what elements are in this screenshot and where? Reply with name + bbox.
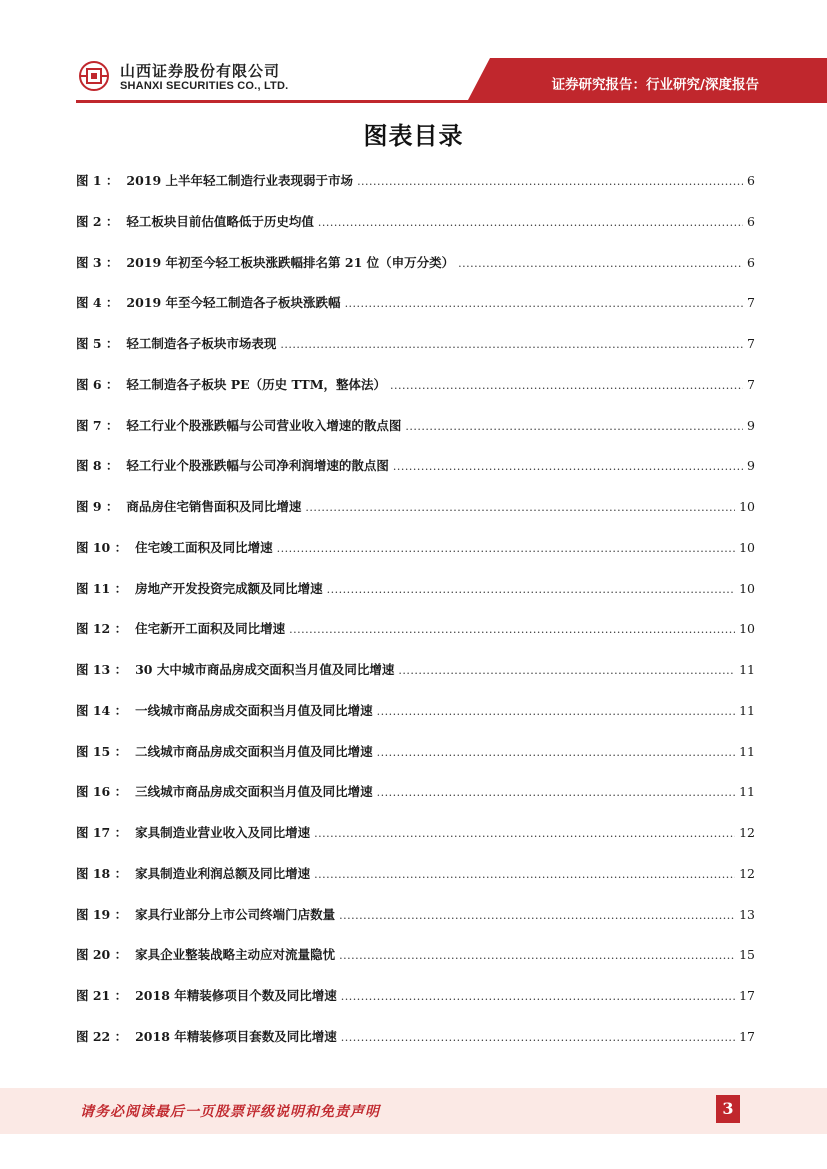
toc-figure-caption: 2019 上半年轻工制造行业表现弱于市场	[126, 173, 354, 188]
toc-entry[interactable]	[76, 619, 755, 660]
toc-figure-caption: 轻工行业个股涨跌幅与公司净利润增速的散点图	[126, 458, 389, 474]
toc-figure-caption: 二线城市商品房成交面积当月值及同比增速	[135, 743, 373, 759]
toc-dot-leader	[357, 175, 743, 188]
toc-dot-leader	[390, 379, 743, 392]
toc-entry[interactable]	[76, 171, 755, 212]
toc-page-number: 9	[747, 417, 755, 433]
toc-entry[interactable]	[76, 538, 755, 579]
toc-entry[interactable]	[76, 293, 755, 334]
toc-page-number: 10	[739, 499, 755, 514]
toc-figure-label: 图 11 ：	[76, 580, 128, 596]
toc-figure-label: 图 20 ：	[76, 947, 128, 963]
toc-dot-leader	[305, 501, 735, 514]
toc-figure-label: 图 9 ：	[76, 499, 119, 514]
toc-figure-label: 图 15 ：	[76, 743, 128, 759]
toc-dot-leader	[398, 664, 735, 677]
toc-page-number: 7	[747, 376, 755, 392]
toc-figure-caption: 2019 年至今轻工制造各子板块涨跌幅	[126, 295, 341, 311]
toc-figure-label: 图 8 ：	[76, 458, 119, 474]
toc-entry[interactable]	[76, 334, 755, 375]
toc-entry[interactable]	[76, 497, 755, 538]
toc-figure-caption: 住宅新开工面积及同比增速	[135, 621, 286, 637]
toc-dot-leader	[327, 583, 735, 596]
toc-figure-label: 图 5 ：	[76, 336, 119, 351]
toc-figure-caption: 商品房住宅销售面积及同比增速	[126, 499, 302, 514]
toc-figure-label: 图 19 ：	[76, 906, 128, 922]
toc-entry[interactable]	[76, 742, 755, 783]
toc-dot-leader	[314, 827, 735, 840]
toc-page-number: 7	[747, 336, 755, 351]
toc-figure-caption: 房地产开发投资完成额及同比增速	[135, 580, 323, 596]
toc-dot-leader	[339, 909, 735, 922]
toc-entry[interactable]	[76, 253, 755, 294]
toc-figure-label: 图 17 ：	[76, 825, 128, 840]
toc-page-number: 11	[739, 784, 755, 800]
toc-page-number: 10	[739, 580, 755, 596]
toc-page-number: 6	[747, 254, 755, 270]
toc-figure-caption: 家具制造业营业收入及同比增速	[135, 825, 311, 840]
toc-figure-label: 图 6 ：	[76, 376, 119, 392]
toc-dot-leader	[458, 257, 743, 270]
toc-figure-caption: 家具行业部分上市公司终端门店数量	[135, 906, 336, 922]
table-of-figures	[76, 171, 755, 1068]
toc-page-number: 6	[747, 173, 755, 188]
toc-figure-caption: 轻工行业个股涨跌幅与公司营业收入增速的散点图	[126, 417, 402, 433]
toc-entry[interactable]	[76, 701, 755, 742]
toc-dot-leader	[289, 623, 735, 636]
toc-figure-label: 图 7 ：	[76, 417, 119, 433]
toc-figure-label: 图 10 ：	[76, 539, 128, 555]
toc-page-number: 6	[747, 213, 755, 229]
toc-entry[interactable]	[76, 660, 755, 701]
toc-dot-leader	[377, 786, 735, 799]
toc-dot-leader	[377, 705, 735, 718]
toc-page-number: 11	[739, 662, 755, 677]
toc-dot-leader	[314, 868, 735, 881]
toc-page-number: 11	[739, 743, 755, 759]
company-name-en: SHANXI SECURITIES CO., LTD.	[120, 80, 289, 92]
toc-page-number: 17	[739, 988, 755, 1003]
page-header	[0, 0, 827, 108]
toc-entry[interactable]	[76, 212, 755, 253]
toc-figure-label: 图 21 ：	[76, 988, 128, 1003]
toc-figure-label: 图 1 ：	[76, 173, 119, 188]
toc-entry[interactable]	[76, 986, 755, 1027]
toc-page-number: 17	[739, 1028, 755, 1044]
toc-dot-leader	[341, 990, 735, 1003]
toc-figure-caption: 住宅竣工面积及同比增速	[135, 539, 273, 555]
toc-page-number: 13	[739, 906, 755, 922]
toc-figure-label: 图 12 ：	[76, 621, 128, 637]
toc-entry[interactable]	[76, 1027, 755, 1068]
toc-figure-caption: 轻工板块目前估值略低于历史均值	[126, 213, 314, 229]
toc-figure-label: 图 3 ：	[76, 254, 119, 270]
toc-page-number: 11	[739, 702, 755, 718]
toc-figure-label: 图 14 ：	[76, 702, 128, 718]
toc-figure-label: 图 16 ：	[76, 784, 128, 800]
toc-page-number: 12	[739, 825, 755, 840]
toc-figure-label: 图 2 ：	[76, 213, 119, 229]
toc-figure-label: 图 13 ：	[76, 662, 128, 677]
toc-entry[interactable]	[76, 864, 755, 905]
toc-entry[interactable]	[76, 945, 755, 986]
toc-figure-caption: 轻工制造各子板块市场表现	[126, 336, 277, 351]
page-title: 图表目录	[363, 122, 464, 150]
toc-page-number: 10	[739, 539, 755, 555]
toc-page-number: 12	[739, 865, 755, 881]
toc-dot-leader	[280, 338, 743, 351]
toc-figure-caption: 2019 年初至今轻工板块涨跌幅排名第 21 位（申万分类）	[126, 254, 455, 270]
toc-entry[interactable]	[76, 375, 755, 416]
toc-entry[interactable]	[76, 782, 755, 823]
toc-entry[interactable]	[76, 823, 755, 864]
toc-figure-label: 图 22 ：	[76, 1028, 128, 1044]
toc-dot-leader	[345, 297, 743, 310]
toc-dot-leader	[277, 542, 735, 555]
toc-entry[interactable]	[76, 905, 755, 946]
toc-figure-label: 图 18 ：	[76, 865, 128, 881]
toc-dot-leader	[405, 420, 743, 433]
page-number: 3	[716, 1095, 740, 1123]
toc-figure-caption: 家具制造业利润总额及同比增速	[135, 865, 311, 881]
toc-dot-leader	[318, 216, 743, 229]
toc-dot-leader	[393, 460, 743, 473]
toc-figure-caption: 轻工制造各子板块 PE（历史 TTM，整体法）	[126, 376, 387, 392]
toc-entry[interactable]	[76, 579, 755, 620]
toc-figure-caption: 家具企业整装战略主动应对流量隐忧	[135, 947, 336, 963]
toc-figure-caption: 一线城市商品房成交面积当月值及同比增速	[135, 702, 373, 718]
toc-dot-leader	[377, 746, 735, 759]
toc-dot-leader	[341, 1031, 735, 1044]
toc-figure-caption: 30 大中城市商品房成交面积当月值及同比增速	[135, 662, 395, 677]
toc-dot-leader	[339, 949, 735, 962]
report-type-label: 证券研究报告：行业研究/深度报告	[551, 77, 759, 93]
toc-entry[interactable]	[76, 456, 755, 497]
toc-page-number: 7	[747, 295, 755, 311]
toc-figure-caption: 三线城市商品房成交面积当月值及同比增速	[135, 784, 373, 800]
toc-entry[interactable]	[76, 416, 755, 457]
toc-figure-caption: 2018 年精装修项目个数及同比增速	[135, 988, 337, 1003]
toc-page-number: 10	[739, 621, 755, 637]
toc-page-number: 15	[739, 947, 755, 963]
company-name-cn: 山西证券股份有限公司	[120, 62, 281, 80]
toc-figure-caption: 2018 年精装修项目套数及同比增速	[135, 1028, 337, 1044]
footer-disclaimer: 请务必阅读最后一页股票评级说明和免责声明	[80, 1104, 380, 1120]
toc-figure-label: 图 4 ：	[76, 295, 119, 311]
toc-page-number: 9	[747, 458, 755, 474]
